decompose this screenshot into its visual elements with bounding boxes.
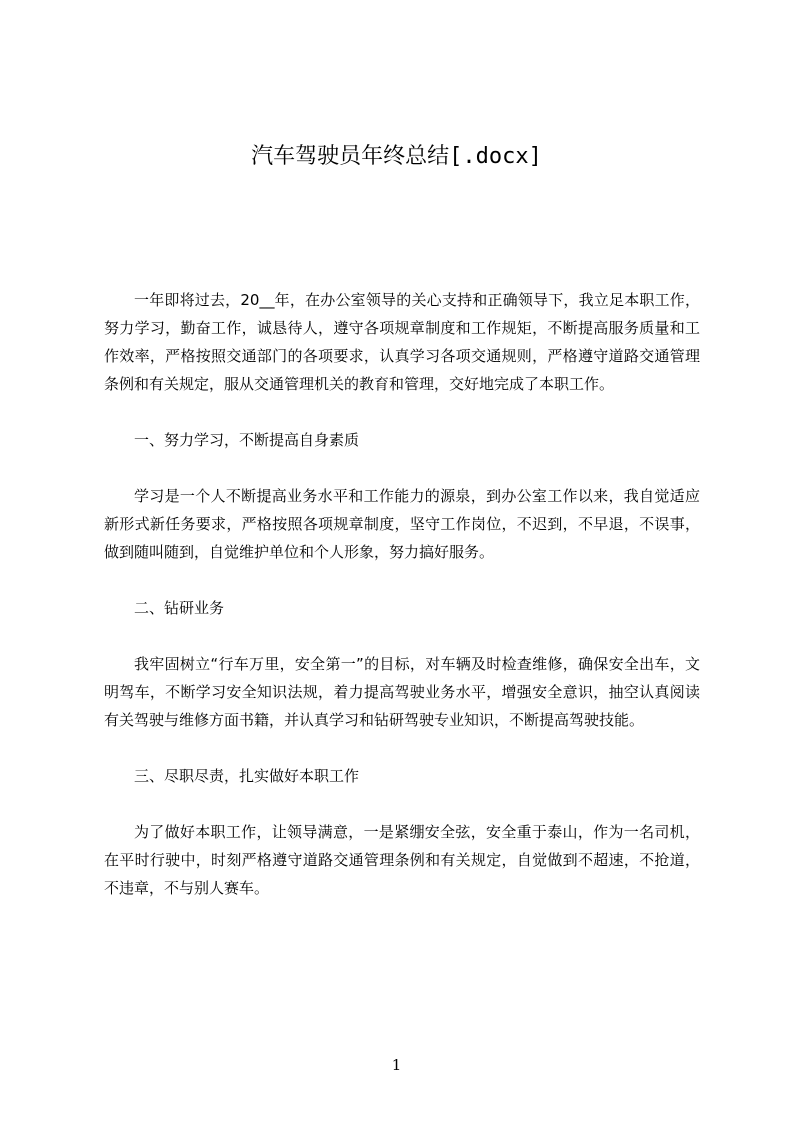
section-heading-1: 一、努力学习，不断提高自身素质 bbox=[134, 431, 360, 449]
paragraph-gap bbox=[104, 734, 700, 762]
section-heading-3: 三、尽职尽责，扎实做好本职工作 bbox=[134, 767, 360, 785]
intro-paragraph: 一年即将过去，20__年，在办公室领导的关心支持和正确领导下，我立足本职工作，努力学习，勤奋工作，诚恳待人，遵守各项规章制度和工作规矩，不断提高服务质量和工作效率，严格按照交通部门的各项要求，认真学习各项交通规则，严格遵守道路交通管理条例和有关规定，服从交通管理机关的教育和管理，交好地完成了本职工作。 bbox=[104, 291, 700, 393]
document-body bbox=[104, 286, 700, 902]
paragraph-gap bbox=[104, 454, 700, 482]
section-heading-2: 二、钻研业务 bbox=[134, 599, 225, 617]
section-paragraph-2: 我牢固树立“行车万里，安全第一”的目标，对车辆及时检查维修，确保安全出车，文明驾车，不断学习安全知识法规，着力提高驾驶业务水平，增强安全意识，抽空认真阅读有关驾驶与维修方面书籍，并认真学习和钻研驾驶专业知识，不断提高驾驶技能。 bbox=[104, 655, 700, 729]
paragraph-gap bbox=[104, 398, 700, 426]
document-title: 汽车驾驶员年终总结[.docx] bbox=[251, 144, 542, 169]
paragraph-gap bbox=[104, 622, 700, 650]
section-paragraph-1: 学习是一个人不断提高业务水平和工作能力的源泉，到办公室工作以来，我自觉适应新形式新任务要求，严格按照各项规章制度，坚守工作岗位，不迟到，不早退，不误事，做到随叫随到，自觉维护单位和个人形象，努力搞好服务。 bbox=[104, 487, 700, 561]
section-paragraph-3: 为了做好本职工作，让领导满意，一是紧绷安全弦，安全重于泰山，作为一名司机，在平时行驶中，时刻严格遵守道路交通管理条例和有关规定，自觉做到不超速，不抢道，不违章，不与别人赛车。 bbox=[104, 823, 700, 897]
paragraph-gap bbox=[104, 790, 700, 818]
paragraph-gap bbox=[104, 566, 700, 594]
page-number: 1 bbox=[391, 1056, 402, 1074]
